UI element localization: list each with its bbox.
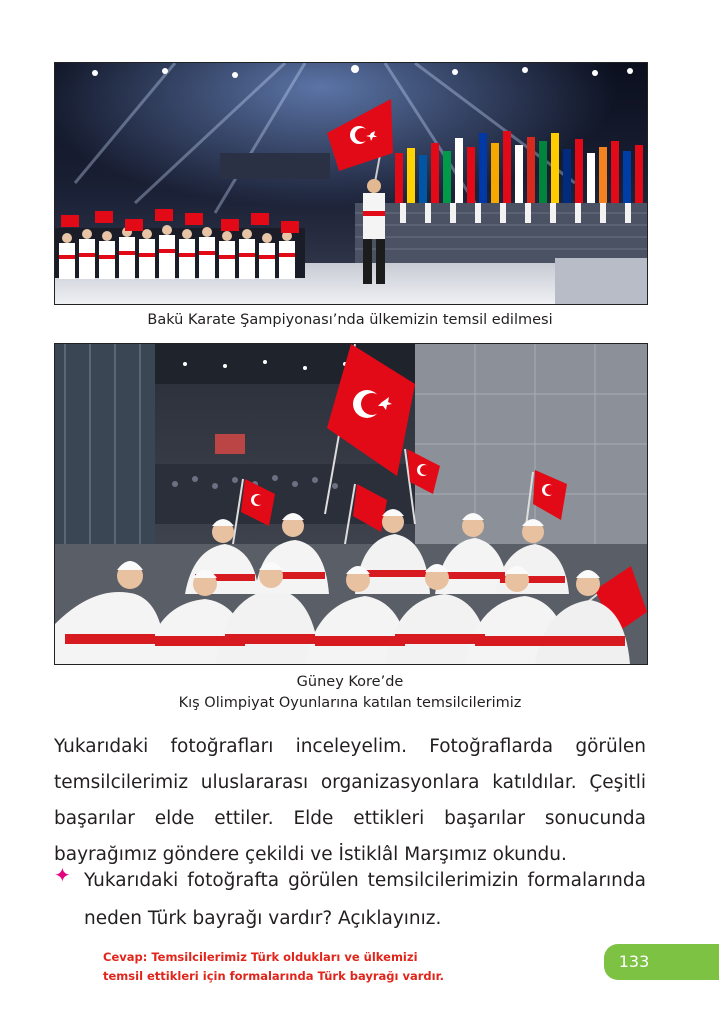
photo-caption-olympics xyxy=(54,672,646,714)
photo-caption-line-1: Güney Kore’de xyxy=(296,674,404,690)
question-text: Yukarıdaki fotoğrafta görülen temsilcilerimizin formalarında neden Türk bayrağı vardır? Açıklayınız. xyxy=(84,870,646,929)
page-number-tab xyxy=(604,944,719,980)
question-item xyxy=(54,862,654,938)
page-number: 133 xyxy=(618,952,650,971)
answer-line-1: Cevap: Temsilcilerimiz Türk oldukları ve ülkemizi xyxy=(103,950,418,964)
answer-text xyxy=(103,948,523,986)
photo-baku-image xyxy=(55,63,647,304)
photo-caption-baku: Bakü Karate Şampiyonası’nda ülkemizin temsil edilmesi xyxy=(147,312,553,328)
photo-winter-olympics xyxy=(54,343,648,665)
photo-baku-ceremony xyxy=(54,62,648,305)
star-bullet-icon: ✦ xyxy=(54,863,71,887)
body-paragraph: Yukarıdaki fotoğrafları inceleyelim. Fotoğraflarda görülen temsilcilerimiz uluslararası organizasyonlara katıldılar. Çeşitli başarılar elde ettiler. Elde ettikleri başarılar sonucunda bayrağımız göndere çekildi ve İstiklâl Marşımız okundu. xyxy=(54,736,646,865)
answer-line-2: temsil ettikleri için formalarında Türk bayrağı vardır. xyxy=(103,969,444,983)
photo-olympics-image xyxy=(55,344,647,664)
photo-caption-line-2: Kış Olimpiyat Oyunlarına katılan temsilcilerimiz xyxy=(178,695,522,711)
